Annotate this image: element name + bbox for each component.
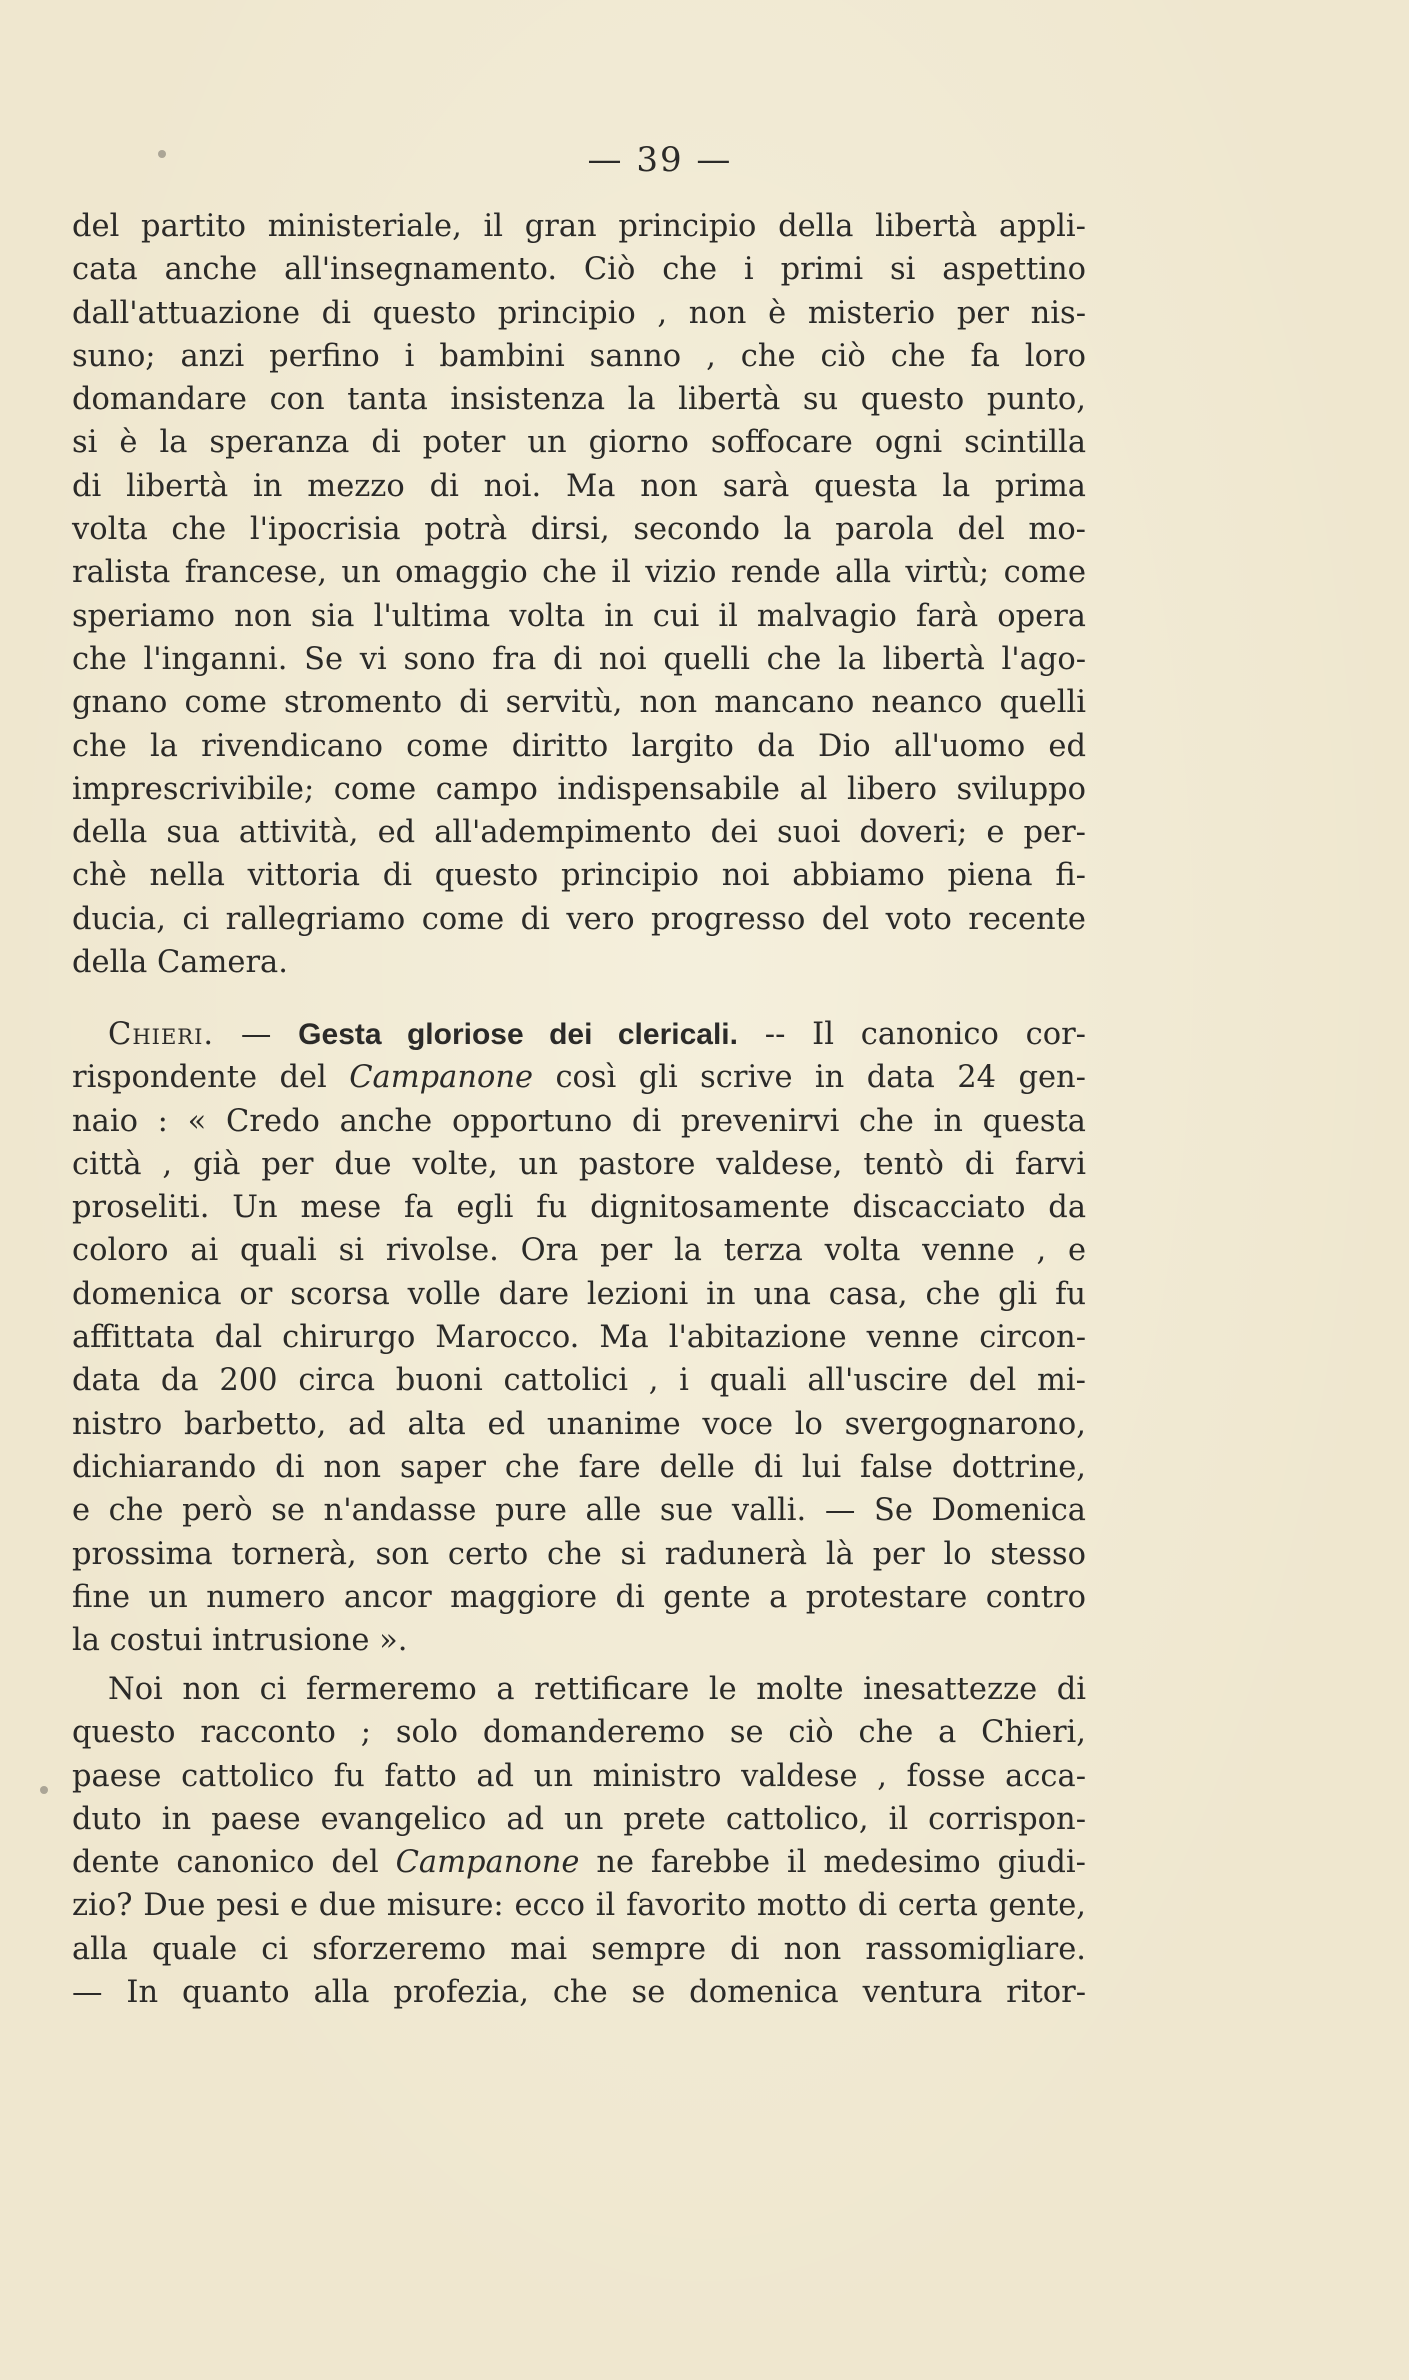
- text-span: ne farebbe il medesimo giudi-: [596, 1845, 1086, 1881]
- heading-continuation: -- Il canonico cor-: [764, 1017, 1086, 1052]
- text-span: così gli scrive in data 24 gen-: [555, 1060, 1086, 1096]
- text-line: [72, 1056, 1086, 1099]
- ink-speck: [40, 1786, 48, 1794]
- text-line: [72, 1013, 1086, 1056]
- text-line: di libertà in mezzo di noi. Ma non sarà questa la prima: [72, 468, 1086, 504]
- text-line: ducia, ci rallegriamo come di vero progresso del voto recente: [72, 901, 1086, 937]
- text-line: la costui intrusione ».: [72, 1623, 408, 1659]
- text-line: che l'inganni. Se vi sono fra di noi quelli che la libertà l'ago-: [72, 641, 1086, 677]
- text-line: gnano come stromento di servitù, non mancano neanco quelli: [72, 685, 1086, 721]
- text-line: speriamo non sia l'ultima volta in cui il malvagio farà opera: [72, 598, 1086, 634]
- text-line: suno; anzi perfino i bambini sanno , che ciò che fa loro: [72, 338, 1086, 374]
- newspaper-title: Campanone: [349, 1060, 534, 1096]
- text-line: fine un numero ancor maggiore di gente a protestare contro: [72, 1579, 1086, 1615]
- text-line: della Camera.: [72, 945, 288, 981]
- text-span: rispondente del: [72, 1060, 327, 1096]
- text-line: — In quanto alla profezia, che se domenica ventura ritor-: [72, 1975, 1086, 2011]
- text-line: Noi non ci fermeremo a rettificare le molte inesattezze di: [108, 1672, 1086, 1707]
- text-line: naio : « Credo anche opportuno di prevenirvi che in questa: [72, 1103, 1086, 1139]
- text-line: della sua attività, ed all'adempimento dei suoi doveri; e per-: [72, 815, 1086, 851]
- text-line: si è la speranza di poter un giorno soffocare ogni scintilla: [72, 425, 1086, 461]
- paragraph-2-lines: [72, 1100, 1086, 1663]
- text-line: paese cattolico fu fatto ad un ministro valdese , fosse acca-: [72, 1758, 1086, 1794]
- text-line: chè nella vittoria di questo principio noi abbiamo piena fi-: [72, 858, 1086, 894]
- text-line: affittata dal chirurgo Marocco. Ma l'abitazione venne circon-: [72, 1320, 1086, 1356]
- text-line: coloro ai quali si rivolse. Ora per la terza volta venne , e: [72, 1233, 1086, 1269]
- place-name: Chieri.: [108, 1017, 215, 1052]
- text-line: proseliti. Un mese fa egli fu dignitosamente discacciato da: [72, 1190, 1086, 1226]
- text-line: dall'attuazione di questo principio , non è misterio per nis-: [72, 295, 1086, 331]
- text-line: imprescrivibile; come campo indispensabile al libero sviluppo: [72, 771, 1086, 807]
- paragraph-1: [72, 205, 1086, 984]
- paragraph-2: [72, 1013, 1086, 1662]
- text-line: data da 200 circa buoni cattolici , i quali all'uscire del mi-: [72, 1363, 1086, 1399]
- text-line: cata anche all'insegnamento. Ciò che i primi si aspettino: [72, 252, 1086, 288]
- text-line: domenica or scorsa volle dare lezioni in una casa, che gli fu: [72, 1276, 1086, 1312]
- paragraph-3-lines-before: [72, 1668, 1086, 1841]
- text-line: [72, 1841, 1086, 1884]
- section-heading: Gesta gloriose dei clericali.: [298, 1018, 738, 1051]
- dash: —: [240, 1017, 272, 1052]
- text-line: che la rivendicano come diritto largito da Dio all'uomo ed: [72, 728, 1086, 764]
- text-line: nistro barbetto, ad alta ed unanime voce lo svergognarono,: [72, 1406, 1086, 1442]
- text-line: volta che l'ipocrisia potrà dirsi, secondo la parola del mo-: [72, 512, 1086, 548]
- page-number: — 39 —: [587, 140, 733, 180]
- text-line: ralista francese, un omaggio che il vizio rende alla virtù; come: [72, 555, 1086, 591]
- paragraph-3-lines-after: [72, 1884, 1086, 2014]
- text-line: duto in paese evangelico ad un prete cattolico, il corrispon-: [72, 1801, 1086, 1837]
- text-line: prossima tornerà, son certo che si radunerà là per lo stesso: [72, 1536, 1086, 1572]
- text-line: del partito ministeriale, il gran principio della libertà appli-: [72, 209, 1086, 244]
- text-line: questo racconto ; solo domanderemo se ciò che a Chieri,: [72, 1715, 1086, 1751]
- text-line: dichiarando di non saper che fare delle di lui false dottrine,: [72, 1449, 1086, 1485]
- text-span: dente canonico del: [72, 1845, 379, 1881]
- text-line: alla quale ci sforzeremo mai sempre di non rassomigliare.: [72, 1931, 1086, 1967]
- text-line: città , già per due volte, un pastore valdese, tentò di farvi: [72, 1146, 1086, 1182]
- text-line: domandare con tanta insistenza la libertà su questo punto,: [72, 382, 1086, 418]
- newspaper-title: Campanone: [395, 1845, 580, 1881]
- text-line: e che però se n'andasse pure alle sue valli. — Se Domenica: [72, 1493, 1086, 1529]
- paragraph-3: [72, 1668, 1086, 2014]
- text-line: zio? Due pesi e due misure: ecco il favorito motto di certa gente,: [72, 1888, 1086, 1924]
